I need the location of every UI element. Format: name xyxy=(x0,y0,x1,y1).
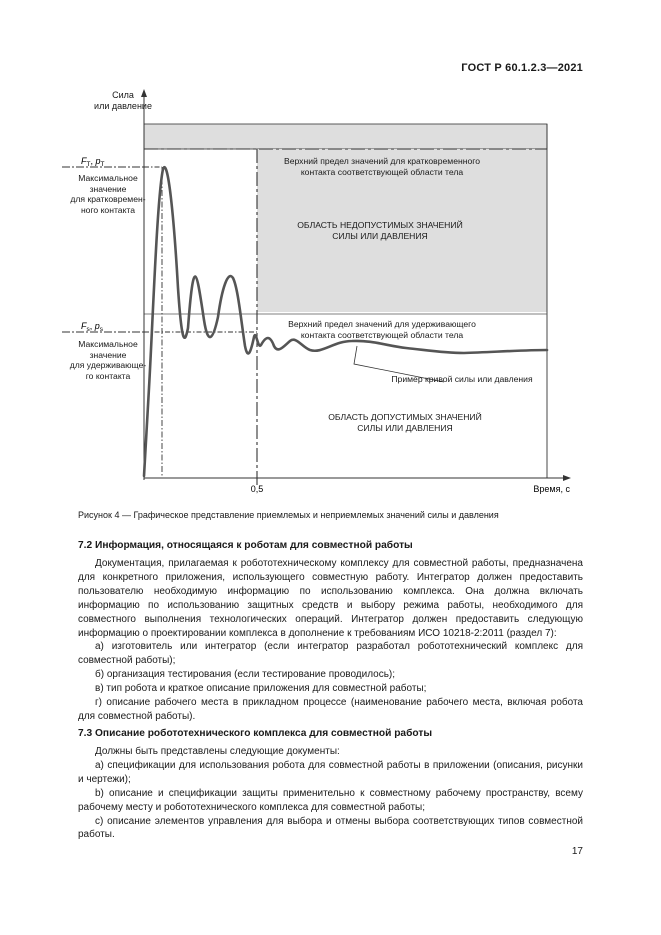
figure-caption: Рисунок 4 — Графическое представление приемлемых и неприемлемых значений силы и давления xyxy=(78,510,499,520)
x-axis-arrow xyxy=(563,475,571,481)
holding-limit-text: Верхний предел значений для удерживающего контакта соответствующей области тела xyxy=(288,319,476,340)
y-axis-label: Сила или давление xyxy=(94,90,152,111)
section-7-2-body xyxy=(78,557,583,724)
x-tick-label: 0,5 xyxy=(250,484,264,494)
standard-code: ГОСТ Р 60.1.2.3—2021 xyxy=(461,62,583,74)
paragraph: Должны быть представлены следующие документы: xyxy=(95,746,340,757)
x-axis-label: Время, с xyxy=(533,484,570,494)
curve-example-text: Пример кривой силы или давления xyxy=(391,374,533,384)
section-7-3-body xyxy=(78,745,583,842)
force-pressure-chart xyxy=(40,88,600,508)
fs-label: $F_s$, $p_s$ xyxy=(81,321,104,333)
list-item: б) организация тестирования (если тестирование проводилось); xyxy=(95,669,396,681)
section-7-2-title: 7.2 Информация, относящаяся к роботам для совместной работы xyxy=(78,540,413,551)
unacceptable-region-text: ОБЛАСТЬ НЕДОПУСТИМЫХ ЗНАЧЕНИЙ СИЛЫ ИЛИ ДАВЛЕНИЯ xyxy=(297,220,463,241)
ft-label: $F_T$, $p_T$ xyxy=(81,156,105,168)
transient-limit-text: Верхний предел значений для кратковременного контакта соответствующей области тела xyxy=(283,156,480,177)
acceptable-region-text: ОБЛАСТЬ ДОПУСТИМЫХ ЗНАЧЕНИЙ СИЛЫ ИЛИ ДАВЛЕНИЯ xyxy=(328,412,482,433)
section-7-3-title: 7.3 Описание робототехнического комплекса для совместной работы xyxy=(78,728,433,739)
list-item: a) спецификации для использования робота для совместной работы в приложении (описания, рисунки и чертежи); xyxy=(78,759,583,785)
list-item: b) описание и спецификации защиты применительно к совместному рабочему пространству, всему рабочему месту и робототехнического комплекса для совместной работы; xyxy=(78,787,583,813)
upper-band xyxy=(144,124,547,149)
list-item: а) изготовитель или интегратор (если интегратор разработал робототехнический комплекс для совместной работы); xyxy=(78,641,583,667)
list-item: в) тип робота и краткое описание приложения для совместной работы; xyxy=(95,683,427,695)
transient-max-label: Максимальное значение для кратковремен- ного контакта xyxy=(70,173,146,215)
holding-max-label: Максимальное значение для удерживающе- го контакта xyxy=(69,339,147,381)
list-item: г) описание рабочего места в прикладном процессе (наименование рабочего места, включая робота для совместной работы). xyxy=(78,697,583,722)
paragraph: Документация, прилагаемая к робототехническому комплексу для совместной работы, предназначена для конкретного приложения, использующего совместную работу. Интегратор должен предоставить пользователю необходимую информацию по использованию комплекса. Она должна включать информацию по использованию защитных средств и выбору режима работы, необходимого для совместного выполнения технологических операций. Интегратор должен предоставить следующую информацию о проектировании комплекса в дополнение к требованиям ИСО 10218-2:2011 (раздел 7): xyxy=(78,558,583,639)
page-number: 17 xyxy=(571,846,583,857)
list-item: c) описание элементов управления для выбора и отмены выбора соответствующих типов совместной работы. xyxy=(78,815,583,841)
